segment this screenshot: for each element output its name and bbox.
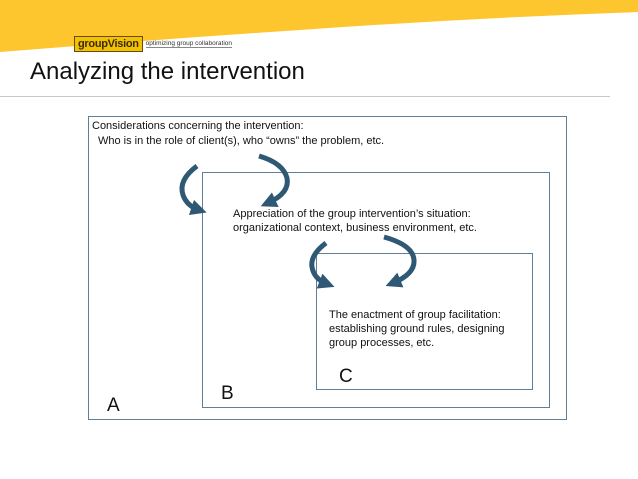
page-title: Analyzing the intervention [30,58,305,85]
box-b-detail: organizational context, business environment, etc. [233,222,477,234]
cycle-arrow-right-ab [259,156,287,203]
cycle-arrow-right-bc [384,237,414,283]
label-a: A [107,395,120,416]
cycle-arrow-left-bc [312,243,327,284]
box-b-heading: Appreciation of the group intervention’s situation: [233,208,471,220]
box-c-detail-2: group processes, etc. [329,337,435,349]
box-c-heading: The enactment of group facilitation: [329,309,501,321]
logo-tagline: optimizing group collaboration [145,40,233,47]
box-c-detail-1: establishing ground rules, designing [329,323,505,335]
label-b: B [221,383,234,404]
box-a-detail: Who is in the role of client(s), who “owns” the problem, etc. [98,135,385,147]
box-a-heading: Considerations concerning the intervention: [92,120,304,132]
label-c: C [339,366,353,387]
cycle-arrow-left-ab [182,166,199,210]
logo-wordmark: groupVision [74,36,143,52]
